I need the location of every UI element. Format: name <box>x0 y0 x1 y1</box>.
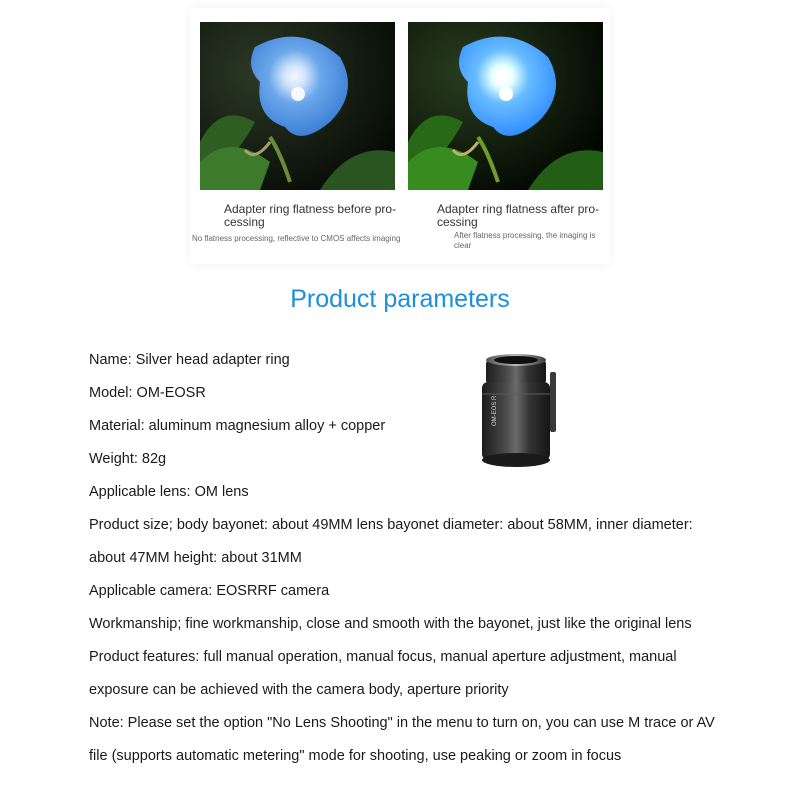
parameter-line: Name: Silver head adapter ring <box>89 352 290 368</box>
before-caption <box>224 203 404 229</box>
parameter-line: Product features: full manual operation, manual focus, manual aperture adjustment, manual <box>89 649 677 665</box>
parameter-line: Applicable lens: OM lens <box>89 484 249 500</box>
before-caption-line1: Adapter ring flatness before pro- <box>224 202 397 216</box>
before-note: No flatness processing, reflective to CMOS affects imaging <box>192 234 401 243</box>
after-caption-line2: cessing <box>437 215 478 229</box>
parameter-line: Weight: 82g <box>89 451 167 467</box>
after-processing-photo <box>408 22 603 190</box>
section-title: Product parameters <box>290 285 510 313</box>
parameter-line: Applicable camera: EOSRRF camera <box>89 583 330 599</box>
after-caption-line1: Adapter ring flatness after pro- <box>437 202 600 216</box>
after-note-line1: After flatness processing, the imaging is <box>454 231 596 240</box>
parameter-line: Material: aluminum magnesium alloy + copper <box>89 418 386 434</box>
parameter-line: Product size; body bayonet: about 49MM lens bayonet diameter: about 58MM, inner diameter: <box>89 517 693 533</box>
after-note <box>454 231 614 251</box>
product-engraving: OM-EOS R <box>492 395 498 426</box>
parameter-line: file (supports automatic metering" mode for shooting, use peaking or zoom in focus <box>89 748 622 764</box>
comparison-panel <box>190 8 610 264</box>
parameter-line: Workmanship; fine workmanship, close and smooth with the bayonet, just like the original lens <box>89 616 692 632</box>
after-note-line2: clear <box>454 241 472 250</box>
before-caption-line2: cessing <box>224 215 265 229</box>
parameter-line: Model: OM-EOSR <box>89 385 206 401</box>
parameter-line: exposure can be achieved with the camera body, aperture priority <box>89 682 509 698</box>
before-processing-photo <box>200 22 395 190</box>
parameter-line: about 47MM height: about 31MM <box>89 550 302 566</box>
parameter-line: Note: Please set the option "No Lens Shooting" in the menu to turn on, you can use M trace or AV <box>89 715 715 731</box>
after-caption <box>437 203 612 229</box>
product-parameters-list <box>89 344 769 773</box>
